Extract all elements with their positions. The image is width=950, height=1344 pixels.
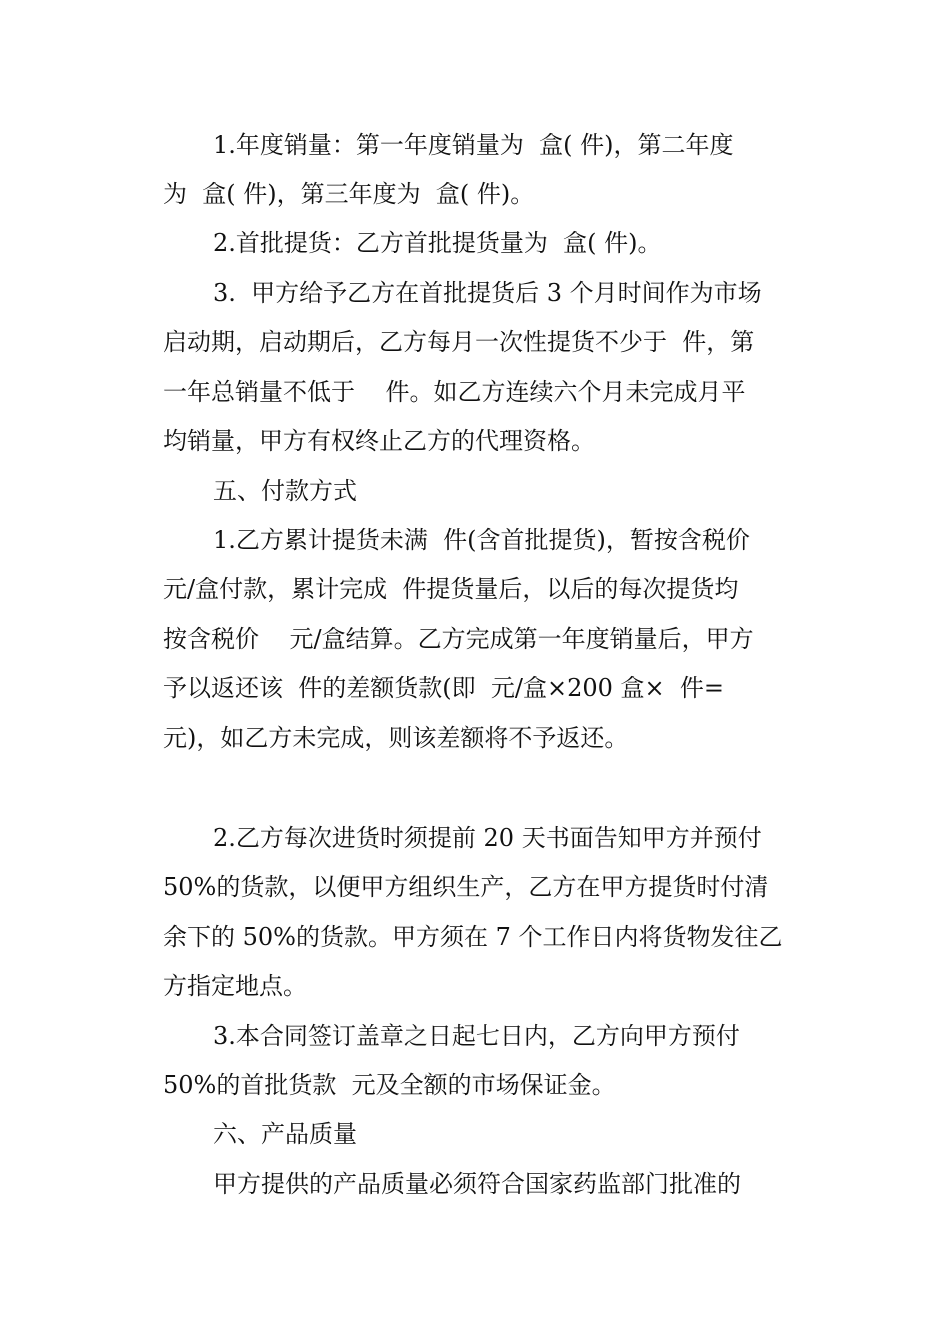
text-line: 一年总销量不低于 件。如乙方连续六个月未完成月平	[163, 378, 746, 406]
text-line: 元)，如乙方未完成，则该差额将不予返还。	[163, 724, 629, 752]
text-line: 50%的货款，以便甲方组织生产，乙方在甲方提货时付清	[163, 873, 769, 901]
text-line: 为 盒( 件)，第三年度为 盒( 件)。	[163, 180, 535, 208]
text-line: 余下的 50%的货款。甲方须在 7 个工作日内将货物发往乙	[163, 923, 783, 951]
text-line: 2.乙方每次进货时须提前 20 天书面告知甲方并预付	[213, 824, 762, 852]
text-line: 按含税价 元/盒结算。乙方完成第一年度销量后，甲方	[163, 625, 754, 653]
text-line: 3. 甲方给予乙方在首批提货后 3 个月时间作为市场	[213, 279, 762, 307]
text-line: 2.首批提货：乙方首批提货量为 盒( 件)。	[213, 229, 662, 257]
text-line: 启动期，启动期后，乙方每月一次性提货不少于 件，第	[163, 328, 755, 356]
text-line: 50%的首批货款 元及全额的市场保证金。	[163, 1071, 616, 1099]
section-heading-payment: 五、付款方式	[213, 477, 357, 505]
text-line: 甲方提供的产品质量必须符合国家药监部门批准的	[213, 1170, 741, 1198]
section-heading-quality: 六、产品质量	[213, 1120, 357, 1148]
text-line: 元/盒付款，累计完成 件提货量后，以后的每次提货均	[163, 575, 739, 603]
text-line: 1.乙方累计提货未满 件(含首批提货)，暂按含税价	[213, 526, 750, 554]
text-line: 1.年度销量：第一年度销量为 盒( 件)，第二年度	[213, 131, 734, 159]
text-line: 均销量，甲方有权终止乙方的代理资格。	[163, 427, 595, 455]
text-line: 予以返还该 件的差额货款(即 元/盒×200 盒× 件=	[163, 674, 724, 702]
text-line: 方指定地点。	[163, 972, 307, 1000]
text-line: 3.本合同签订盖章之日起七日内，乙方向甲方预付	[213, 1022, 740, 1050]
